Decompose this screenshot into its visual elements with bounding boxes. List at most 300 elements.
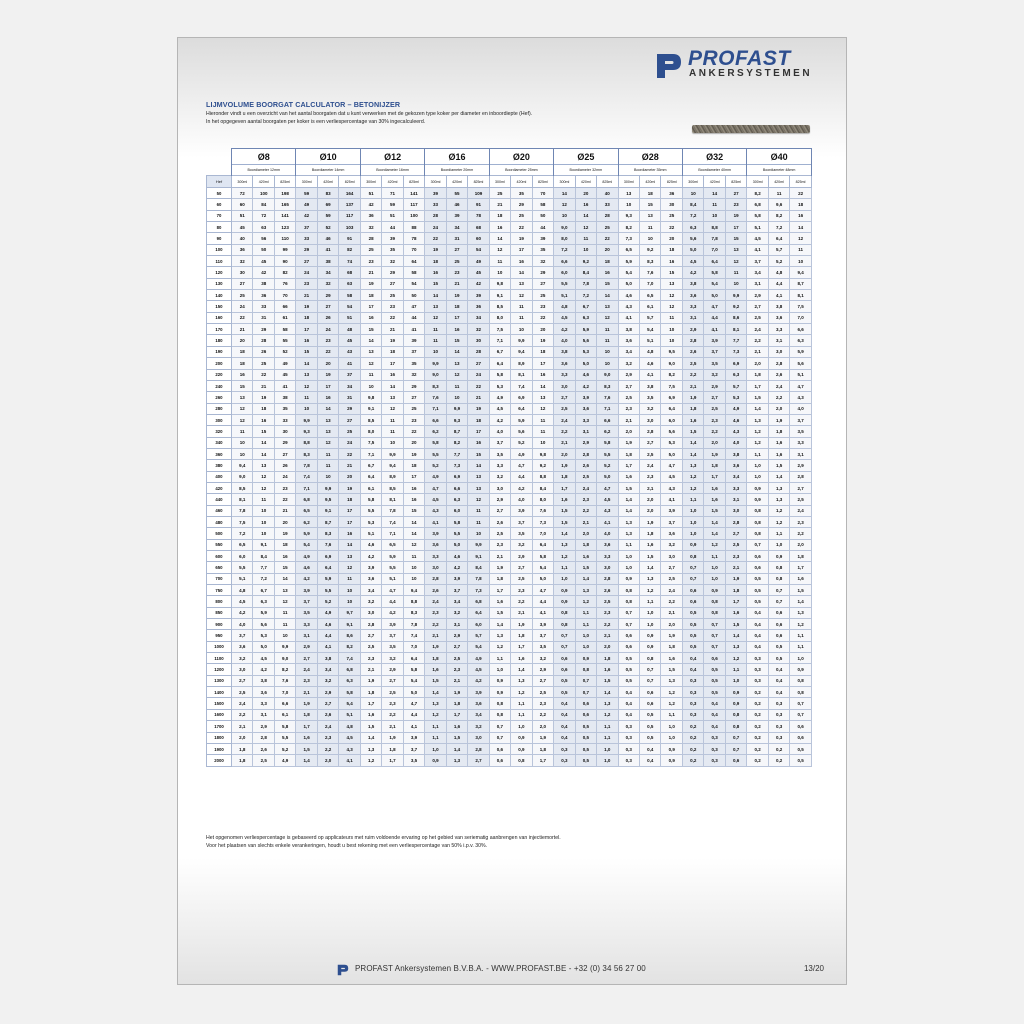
table-cell: 1,8 xyxy=(232,743,253,754)
table-cell: 11 xyxy=(317,460,338,471)
table-cell: 72 xyxy=(253,210,274,221)
table-cell: 2,2 xyxy=(532,709,553,720)
table-cell: 25 xyxy=(232,290,253,301)
table-cell: 1,5 xyxy=(640,551,661,562)
table-cell: 0,6 xyxy=(747,562,768,573)
table-cell: 1,3 xyxy=(747,414,768,425)
brand-name: PROFAST xyxy=(688,47,791,70)
table-row xyxy=(207,505,812,516)
table-cell: 24 xyxy=(425,222,446,233)
table-cell: 0,9 xyxy=(747,482,768,493)
table-cell: 3,2 xyxy=(618,358,639,369)
table-cell: 2,0 xyxy=(532,721,553,732)
table-cell: 3,8 xyxy=(725,448,746,459)
table-cell: 4,1 xyxy=(768,290,789,301)
table-cell: 1,0 xyxy=(682,505,703,516)
table-cell: 54 xyxy=(339,301,360,312)
volume-header: 825ml xyxy=(790,176,811,188)
table-cell: 1,7 xyxy=(360,698,381,709)
table-cell: 0,4 xyxy=(618,709,639,720)
table-cell: 14 xyxy=(403,528,424,539)
table-cell: 14 xyxy=(360,335,381,346)
table-cell: 0,5 xyxy=(768,641,789,652)
table-cell: 1,0 xyxy=(768,539,789,550)
table-cell: 1,7 xyxy=(725,596,746,607)
table-cell: 19 xyxy=(511,233,532,244)
table-cell: 0,8 xyxy=(618,596,639,607)
table-cell: 3,0 xyxy=(768,346,789,357)
table-cell: 10 xyxy=(489,267,510,278)
table-cell: 0,5 xyxy=(790,743,811,754)
table-cell: 1,3 xyxy=(661,675,682,686)
table-cell: 11 xyxy=(425,335,446,346)
table-cell: 0,7 xyxy=(575,675,596,686)
table-cell: 1,6 xyxy=(725,607,746,618)
table-cell: 38 xyxy=(274,392,296,403)
table-cell: 3,6 xyxy=(682,290,703,301)
table-cell: 5,9 xyxy=(511,414,532,425)
table-cell: 22 xyxy=(339,448,360,459)
table-row xyxy=(207,335,812,346)
table-cell: 5,1 xyxy=(339,709,360,720)
table-cell: 1,4 xyxy=(618,494,639,505)
table-cell: 7,8 xyxy=(468,573,489,584)
table-cell: 20 xyxy=(403,437,424,448)
table-cell: 3,9 xyxy=(468,687,489,698)
table-cell: 1,0 xyxy=(682,528,703,539)
table-cell: 27 xyxy=(468,358,489,369)
table-cell: 0,8 xyxy=(790,675,811,686)
table-cell: 3,6 xyxy=(232,641,253,652)
table-row xyxy=(207,562,812,573)
table-cell: 2,6 xyxy=(575,460,596,471)
table-cell: 1,2 xyxy=(682,482,703,493)
table-cell: 42 xyxy=(296,210,317,221)
table-cell: 2,1 xyxy=(618,414,639,425)
table-cell: 5,9 xyxy=(618,256,639,267)
table-cell: 5,8 xyxy=(274,721,296,732)
table-row xyxy=(207,664,812,675)
table-row xyxy=(207,687,812,698)
table-cell: 3,0 xyxy=(489,482,510,493)
table-cell: 0,5 xyxy=(640,732,661,743)
table-cell: 1,9 xyxy=(554,460,575,471)
table-cell: 11 xyxy=(296,392,317,403)
table-cell: 0,4 xyxy=(682,653,703,664)
table-row xyxy=(207,573,812,584)
table-cell: 5,6 xyxy=(661,426,682,437)
table-cell: 8,0 xyxy=(489,312,510,323)
hef-cell: 550 xyxy=(207,539,232,550)
table-cell: 0,9 xyxy=(790,664,811,675)
table-cell: 5,8 xyxy=(532,551,553,562)
table-cell: 8,5 xyxy=(232,482,253,493)
table-cell: 13 xyxy=(618,188,639,199)
hef-cell: 1400 xyxy=(207,687,232,698)
table-cell: 1,6 xyxy=(790,573,811,584)
table-row xyxy=(207,324,812,335)
bore-diameter-header: Boordiameter 40mm xyxy=(682,165,746,176)
table-cell: 91 xyxy=(468,199,489,210)
table-cell: 1,0 xyxy=(747,471,768,482)
table-cell: 0,6 xyxy=(554,664,575,675)
table-cell: 1,1 xyxy=(511,698,532,709)
table-cell: 1,9 xyxy=(511,619,532,630)
table-cell: 71 xyxy=(382,188,403,199)
table-cell: 0,7 xyxy=(640,675,661,686)
table-cell: 4,5 xyxy=(468,664,489,675)
table-cell: 1,5 xyxy=(554,516,575,527)
table-cell: 1,1 xyxy=(575,619,596,630)
footnote xyxy=(206,834,561,850)
table-cell: 11 xyxy=(382,426,403,437)
table-cell: 4,3 xyxy=(618,301,639,312)
table-cell: 7,2 xyxy=(253,573,274,584)
table-cell: 2,9 xyxy=(317,687,338,698)
table-cell: 10 xyxy=(317,471,338,482)
table-cell: 29 xyxy=(274,437,296,448)
table-cell: 1,4 xyxy=(296,755,317,766)
table-cell: 2,8 xyxy=(597,573,618,584)
table-cell: 13 xyxy=(511,278,532,289)
table-cell: 2,5 xyxy=(446,653,467,664)
table-cell: 0,5 xyxy=(747,573,768,584)
table-cell: 38 xyxy=(253,278,274,289)
table-cell: 9,1 xyxy=(468,551,489,562)
table-cell: 0,3 xyxy=(682,698,703,709)
table-cell: 0,3 xyxy=(618,755,639,766)
table-cell: 2,8 xyxy=(768,358,789,369)
table-cell: 12 xyxy=(253,482,274,493)
table-cell: 7,2 xyxy=(768,222,789,233)
table-cell: 1,1 xyxy=(425,721,446,732)
table-cell: 3,7 xyxy=(747,256,768,267)
table-cell: 25 xyxy=(360,244,381,255)
diameter-header: Ø12 xyxy=(360,149,424,165)
table-cell: 1,1 xyxy=(725,664,746,675)
table-cell: 4,6 xyxy=(360,539,381,550)
table-cell: 1,0 xyxy=(661,732,682,743)
table-cell: 110 xyxy=(274,233,296,244)
table-cell: 4,1 xyxy=(403,721,424,732)
table-cell: 0,3 xyxy=(747,653,768,664)
table-cell: 2,6 xyxy=(317,709,338,720)
table-cell: 20 xyxy=(661,233,682,244)
table-cell: 1,4 xyxy=(682,437,703,448)
table-cell: 1,8 xyxy=(446,698,467,709)
table-cell: 14 xyxy=(704,188,725,199)
table-cell: 9,9 xyxy=(274,641,296,652)
table-cell: 9,3 xyxy=(618,210,639,221)
hef-cell: 220 xyxy=(207,369,232,380)
table-cell: 1,0 xyxy=(640,619,661,630)
table-cell: 36 xyxy=(360,210,381,221)
table-cell: 13 xyxy=(468,471,489,482)
table-cell: 12 xyxy=(296,380,317,391)
table-cell: 25 xyxy=(382,290,403,301)
table-cell: 4,2 xyxy=(253,664,274,675)
table-cell: 1,9 xyxy=(661,630,682,641)
table-cell: 10 xyxy=(425,346,446,357)
table-cell: 14 xyxy=(317,403,338,414)
table-cell: 6,0 xyxy=(232,551,253,562)
table-cell: 4,0 xyxy=(489,426,510,437)
table-cell: 11 xyxy=(253,494,274,505)
table-cell: 9,8 xyxy=(360,392,381,403)
table-cell: 1,0 xyxy=(790,653,811,664)
table-cell: 25 xyxy=(661,210,682,221)
table-cell: 39 xyxy=(468,290,489,301)
table-cell: 9,9 xyxy=(382,448,403,459)
hef-cell: 850 xyxy=(207,607,232,618)
table-cell: 16 xyxy=(360,312,381,323)
table-cell: 8,0 xyxy=(360,426,381,437)
table-cell: 12 xyxy=(232,414,253,425)
table-cell: 2,1 xyxy=(232,721,253,732)
table-row xyxy=(207,709,812,720)
table-cell: 2,2 xyxy=(682,369,703,380)
hef-cell: 1200 xyxy=(207,664,232,675)
hef-cell: 700 xyxy=(207,573,232,584)
table-cell: 3,6 xyxy=(425,539,446,550)
footnote-line-2: Voor het plaatsen van slechts enkele verankeringen, houdt u best rekening met een verliespercentage van 50% i.p.v. 30%. xyxy=(206,843,488,849)
table-cell: 82 xyxy=(274,267,296,278)
table-cell: 4,3 xyxy=(661,482,682,493)
table-cell: 6,3 xyxy=(575,312,596,323)
table-cell: 0,8 xyxy=(618,585,639,596)
table-cell: 2,0 xyxy=(554,448,575,459)
table-cell: 5,2 xyxy=(274,743,296,754)
table-cell: 0,9 xyxy=(661,743,682,754)
table-cell: 3,6 xyxy=(253,687,274,698)
table-cell: 13 xyxy=(317,414,338,425)
table-cell: 5,0 xyxy=(446,539,467,550)
table-cell: 0,6 xyxy=(768,630,789,641)
table-cell: 4,6 xyxy=(575,369,596,380)
table-cell: 20 xyxy=(532,324,553,335)
table-cell: 6,4 xyxy=(403,653,424,664)
hef-cell: 400 xyxy=(207,471,232,482)
table-cell: 9,3 xyxy=(446,414,467,425)
table-cell: 6,0 xyxy=(554,267,575,278)
table-cell: 7,4 xyxy=(382,516,403,527)
table-cell: 2,5 xyxy=(511,573,532,584)
table-cell: 4,0 xyxy=(511,494,532,505)
table-cell: 1,5 xyxy=(618,482,639,493)
table-cell: 51 xyxy=(382,210,403,221)
table-cell: 2,3 xyxy=(618,403,639,414)
table-cell: 25 xyxy=(253,358,274,369)
table-cell: 0,4 xyxy=(768,664,789,675)
table-cell: 5,8 xyxy=(489,369,510,380)
table-cell: 11 xyxy=(640,222,661,233)
table-cell: 7,5 xyxy=(489,324,510,335)
table-cell: 8,3 xyxy=(425,380,446,391)
table-cell: 17 xyxy=(532,358,553,369)
table-cell: 2,7 xyxy=(446,641,467,652)
table-cell: 14 xyxy=(253,448,274,459)
table-cell: 3,1 xyxy=(682,312,703,323)
table-cell: 21 xyxy=(232,324,253,335)
table-cell: 6,6 xyxy=(274,698,296,709)
table-cell: 2,6 xyxy=(768,369,789,380)
table-cell: 0,8 xyxy=(554,619,575,630)
table-cell: 3,6 xyxy=(768,312,789,323)
table-cell: 1,7 xyxy=(511,641,532,652)
table-cell: 31 xyxy=(339,392,360,403)
table-cell: 1,2 xyxy=(597,709,618,720)
table-cell: 1,3 xyxy=(682,460,703,471)
table-cell: 2,5 xyxy=(360,641,381,652)
table-row xyxy=(207,698,812,709)
table-cell: 12 xyxy=(790,233,811,244)
table-cell: 2,9 xyxy=(446,630,467,641)
table-cell: 2,6 xyxy=(682,346,703,357)
table-cell: 1,2 xyxy=(661,698,682,709)
table-cell: 10 xyxy=(339,585,360,596)
table-cell: 5,9 xyxy=(790,346,811,357)
table-cell: 1,6 xyxy=(640,539,661,550)
table-cell: 2,2 xyxy=(554,426,575,437)
table-cell: 9,1 xyxy=(489,290,510,301)
table-cell: 51 xyxy=(339,312,360,323)
table-cell: 3,2 xyxy=(704,369,725,380)
table-cell: 11 xyxy=(403,551,424,562)
table-cell: 1,8 xyxy=(725,585,746,596)
table-cell: 45 xyxy=(253,256,274,267)
table-cell: 0,7 xyxy=(682,562,703,573)
table-row xyxy=(207,607,812,618)
table-cell: 13 xyxy=(360,346,381,357)
table-cell: 0,8 xyxy=(790,687,811,698)
table-cell: 1,3 xyxy=(725,641,746,652)
table-cell: 1,0 xyxy=(489,664,510,675)
table-cell: 4,1 xyxy=(532,607,553,618)
table-row xyxy=(207,448,812,459)
table-cell: 2,9 xyxy=(489,494,510,505)
table-cell: 58 xyxy=(274,324,296,335)
table-cell: 18 xyxy=(382,346,403,357)
table-cell: 9,4 xyxy=(232,460,253,471)
table-cell: 12 xyxy=(382,403,403,414)
table-cell: 16 xyxy=(253,414,274,425)
table-cell: 12 xyxy=(661,290,682,301)
table-cell: 19 xyxy=(253,392,274,403)
table-cell: 4,4 xyxy=(317,630,338,641)
table-cell: 10 xyxy=(575,244,596,255)
diameter-header: Ø20 xyxy=(489,149,553,165)
table-cell: 3,4 xyxy=(618,346,639,357)
table-cell: 1,9 xyxy=(618,437,639,448)
table-cell: 27 xyxy=(296,256,317,267)
table-cell: 8,8 xyxy=(403,596,424,607)
table-cell: 10 xyxy=(554,210,575,221)
table-row xyxy=(207,516,812,527)
table-cell: 1,8 xyxy=(704,460,725,471)
table-cell: 1,6 xyxy=(768,448,789,459)
table-cell: 7,3 xyxy=(725,346,746,357)
table-cell: 3,5 xyxy=(640,392,661,403)
table-cell: 0,5 xyxy=(704,675,725,686)
table-cell: 0,5 xyxy=(618,675,639,686)
table-cell: 2,8 xyxy=(575,448,596,459)
table-cell: 8,5 xyxy=(360,414,381,425)
table-cell: 10 xyxy=(640,233,661,244)
table-cell: 1,3 xyxy=(446,755,467,766)
bore-diameter-header: Boordiameter 14mm xyxy=(296,165,360,176)
table-cell: 3,2 xyxy=(511,539,532,550)
table-cell: 0,2 xyxy=(682,721,703,732)
table-cell: 1,5 xyxy=(682,426,703,437)
table-cell: 0,8 xyxy=(489,698,510,709)
table-cell: 0,9 xyxy=(511,743,532,754)
table-cell: 5,1 xyxy=(790,369,811,380)
table-cell: 5,0 xyxy=(704,290,725,301)
table-cell: 1,2 xyxy=(425,709,446,720)
table-cell: 2,9 xyxy=(575,437,596,448)
table-cell: 0,3 xyxy=(704,755,725,766)
table-cell: 0,7 xyxy=(768,585,789,596)
table-cell: 5,8 xyxy=(597,437,618,448)
table-cell: 3,7 xyxy=(296,596,317,607)
table-cell: 7,5 xyxy=(661,380,682,391)
table-cell: 4,4 xyxy=(532,596,553,607)
table-cell: 2,4 xyxy=(790,505,811,516)
table-cell: 0,3 xyxy=(618,732,639,743)
table-cell: 9,4 xyxy=(403,585,424,596)
table-cell: 2,0 xyxy=(661,619,682,630)
table-cell: 7,1 xyxy=(360,448,381,459)
table-cell: 1,1 xyxy=(597,732,618,743)
table-cell: 18 xyxy=(232,346,253,357)
table-cell: 2,8 xyxy=(468,743,489,754)
table-cell: 4,7 xyxy=(790,380,811,391)
table-cell: 2,9 xyxy=(704,380,725,391)
volume-header: 825ml xyxy=(532,176,553,188)
table-cell: 0,7 xyxy=(575,687,596,698)
table-cell: 4,7 xyxy=(425,482,446,493)
table-cell: 17 xyxy=(296,324,317,335)
table-cell: 0,8 xyxy=(704,607,725,618)
table-cell: 21 xyxy=(489,199,510,210)
table-cell: 0,5 xyxy=(554,675,575,686)
table-cell: 1,6 xyxy=(489,596,510,607)
table-cell: 0,4 xyxy=(554,709,575,720)
table-cell: 3,7 xyxy=(382,630,403,641)
table-cell: 8,1 xyxy=(511,369,532,380)
table-cell: 0,9 xyxy=(640,630,661,641)
table-cell: 2,7 xyxy=(382,675,403,686)
table-cell: 22 xyxy=(597,233,618,244)
table-cell: 5,1 xyxy=(382,573,403,584)
table-cell: 7,5 xyxy=(790,301,811,312)
table-cell: 0,6 xyxy=(704,653,725,664)
table-cell: 1,9 xyxy=(446,687,467,698)
table-cell: 18 xyxy=(232,358,253,369)
table-cell: 1,2 xyxy=(511,687,532,698)
table-cell: 1,5 xyxy=(704,505,725,516)
table-cell: 6,0 xyxy=(446,505,467,516)
hef-cell: 90 xyxy=(207,233,232,244)
table-cell: 0,7 xyxy=(790,698,811,709)
table-cell: 16 xyxy=(489,222,510,233)
table-cell: 3,2 xyxy=(640,403,661,414)
table-cell: 12 xyxy=(403,539,424,550)
table-cell: 4,5 xyxy=(489,403,510,414)
table-cell: 0,5 xyxy=(704,687,725,698)
table-cell: 0,9 xyxy=(747,494,768,505)
table-cell: 3,1 xyxy=(725,494,746,505)
